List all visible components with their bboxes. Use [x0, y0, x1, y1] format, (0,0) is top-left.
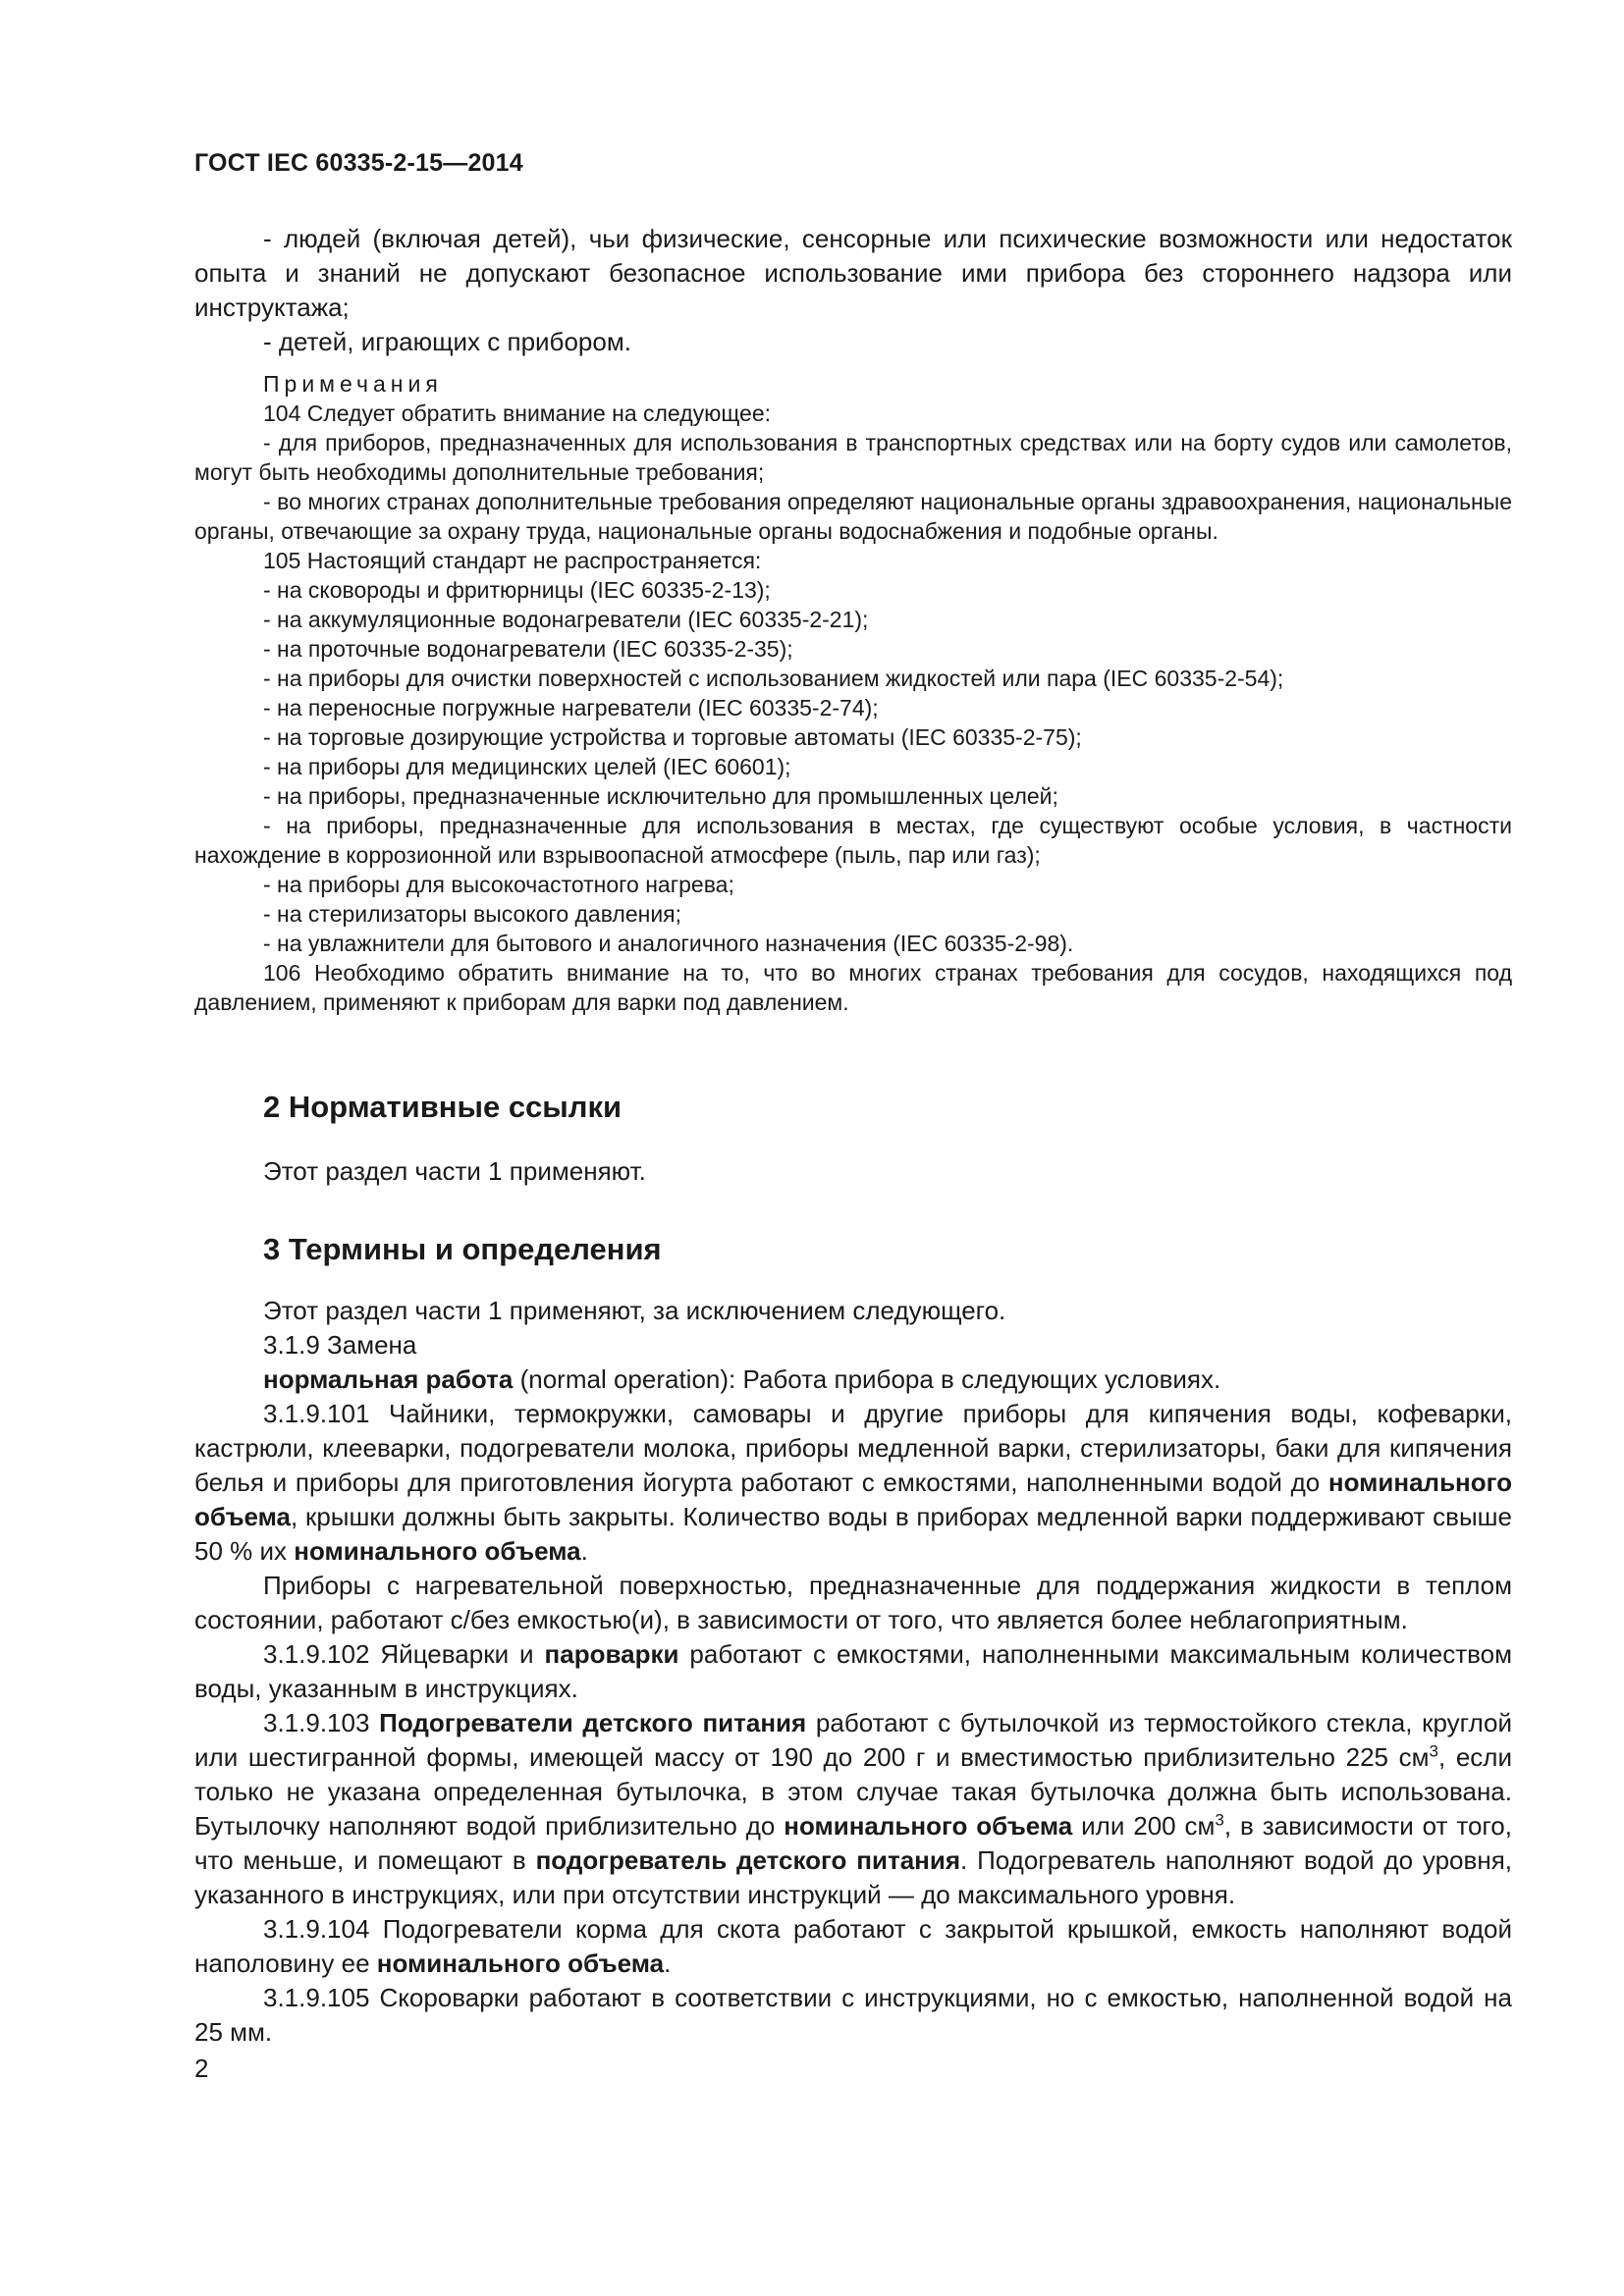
term-rated-volume: номинального объема — [784, 1811, 1073, 1841]
intro-item: - людей (включая детей), чьи физические, сенсорные или психические возможности или недостаток опыта и знаний не допускают безопасное использование ими прибора без стороннего надзора или инструктажа; — [194, 224, 1512, 322]
note-105-item: - на приборы, предназначенные исключительно для промышленных целей; — [263, 783, 1058, 809]
note-105-item: - на сковороды и фритюрницы (IEC 60335-2-13); — [263, 577, 771, 603]
term-baby-food-warmer: подогреватель детского питания — [535, 1845, 961, 1875]
clause-3-1-9-103: 3.1.9.103 Подогреватели детского питания работают с бутылочкой из термостойкого стекла, круглой или шестигранной формы, имеющей массу от 190 до 200 г и вместимостью приблизительно 225 $см^3$, если только не указана определенная бутылочка, в этом случае такая бутылочка должна быть использована. Бутылочку наполняют водой приблизительно до номинального объема или 200 $см^3$, в зависимости от того, что меньше, и помещают в подогреватель детского питания. Подогреватель наполняют водой до уровня, указанного в инструкциях, или при отсутствии инструкций — до максимального уровня. — [194, 1708, 1513, 1909]
term-rated-volume: номинального объема — [294, 1536, 581, 1566]
note-105-item: - на увлажнители для бытового и аналогичного назначения (IEC 60335-2-98). — [263, 931, 1074, 956]
note-105-heading: 105 Настоящий стандарт не распространяется: — [263, 548, 762, 573]
term-rated-volume: номинального объема — [194, 1468, 1512, 1531]
note-105-item: - на проточные водонагреватели (IEC 60335-2-35); — [263, 636, 793, 662]
clause-3-1-9-101-para2: Приборы с нагревательной поверхностью, предназначенные для поддержания жидкости в теплом состоянии, работают с/без емкостью(и), в зависимости от того, что является более неблагоприятным. — [194, 1571, 1512, 1634]
note-105-item: - на стерилизаторы высокого давления; — [263, 901, 682, 927]
section-3-title: 3 Термины и определения — [263, 1232, 662, 1266]
note-106: 106 Необходимо обратить внимание на то, что во многих странах требования для сосудов, находящихся под давлением, применяют к приборам для варки под давлением. — [194, 960, 1512, 1015]
section-2-body — [194, 1154, 1512, 1189]
term-steamers: пароварки — [544, 1639, 679, 1669]
note-105-item: - на торговые дозирующие устройства и торговые автоматы (IEC 60335-2-75); — [263, 724, 1082, 750]
intro-item: - детей, играющих с прибором. — [263, 327, 631, 356]
intro-list — [194, 222, 1512, 359]
term-baby-food-warmers: Подогреватели детского питания — [379, 1708, 807, 1737]
section-3-intro: Этот раздел части 1 применяют, за исключением следующего. — [263, 1296, 1006, 1325]
note-105-item: - на приборы для высокочастотного нагрева; — [263, 872, 734, 897]
section-2-title: 2 Нормативные ссылки — [263, 1090, 623, 1124]
clause-3-1-9-104: 3.1.9.104 Подогреватели корма для скота работают с закрытой крышкой, емкость наполняют водой наполовину ее номинального объема. — [194, 1914, 1512, 1978]
clause-3-1-9-102: 3.1.9.102 Яйцеварки и пароварки работают с емкостями, наполненными максимальным количеством воды, указанным в инструкциях. — [194, 1639, 1513, 1703]
note-105-item: - на приборы для очистки поверхностей с использованием жидкостей или пара (IEC 60335-2-54); — [263, 666, 1284, 691]
note-105-item: - на приборы, предназначенные для использования в местах, где существуют особые условия, в частности нахождение в коррозионной или взрывоопасной атмосфере (пыль, пар или газ); — [194, 813, 1512, 868]
note-104-item: - для приборов, предназначенных для использования в транспортных средствах или на борту судов или самолетов, могут быть необходимы дополнительные требования; — [194, 430, 1512, 485]
notes-block — [194, 369, 1512, 1017]
clause-3-1-9-105: 3.1.9.105 Скороварки работают в соответствии с инструкциями, но с емкостью, наполненной водой на 25 мм. — [194, 1983, 1512, 2047]
note-104-item: - во многих странах дополнительные требования определяют национальные органы здравоохранения, национальные органы, отвечающие за охрану труда, национальные органы водоснабжения и подобные органы. — [194, 489, 1512, 544]
section-2-text: Этот раздел части 1 применяют. — [263, 1156, 646, 1186]
term-rated-volume: номинального объема — [376, 1949, 665, 1978]
term-normal-operation: нормальная работа — [263, 1364, 514, 1394]
note-105-item: - на аккумуляционные водонагреватели (IEC 60335-2-21); — [263, 607, 869, 632]
note-105-item: - на переносные погружные нагреватели (IEC 60335-2-74); — [263, 695, 879, 721]
clause-3-1-9: 3.1.9 Замена — [263, 1330, 417, 1360]
page-number: 2 — [194, 2054, 209, 2083]
clause-3-1-9-101: 3.1.9.101 Чайники, термокружки, самовары и другие приборы для кипячения воды, кофеварки, кастрюли, клееварки, подогреватели молока, приборы медленной варки, стерилизаторы, баки для кипячения белья и приборы для приготовления йогурта работают с емкостями, наполненными водой до номинального объема, крышки должны быть закрыты. Количество воды в приборах медленной варки поддерживают свыше 50 % их номинального объема. — [194, 1399, 1512, 1566]
section-3-body — [194, 1294, 1512, 2050]
term-definition: нормальная работа (normal operation): Работа прибора в следующих условиях. — [263, 1364, 1221, 1394]
note-105-item: - на приборы для медицинских целей (IEC 60601); — [263, 754, 791, 779]
notes-title: Примечания — [263, 371, 443, 397]
note-104-heading: 104 Следует обратить внимание на следующее: — [263, 400, 772, 426]
standard-header: ГОСТ IEC 60335-2-15—2014 — [194, 149, 523, 177]
